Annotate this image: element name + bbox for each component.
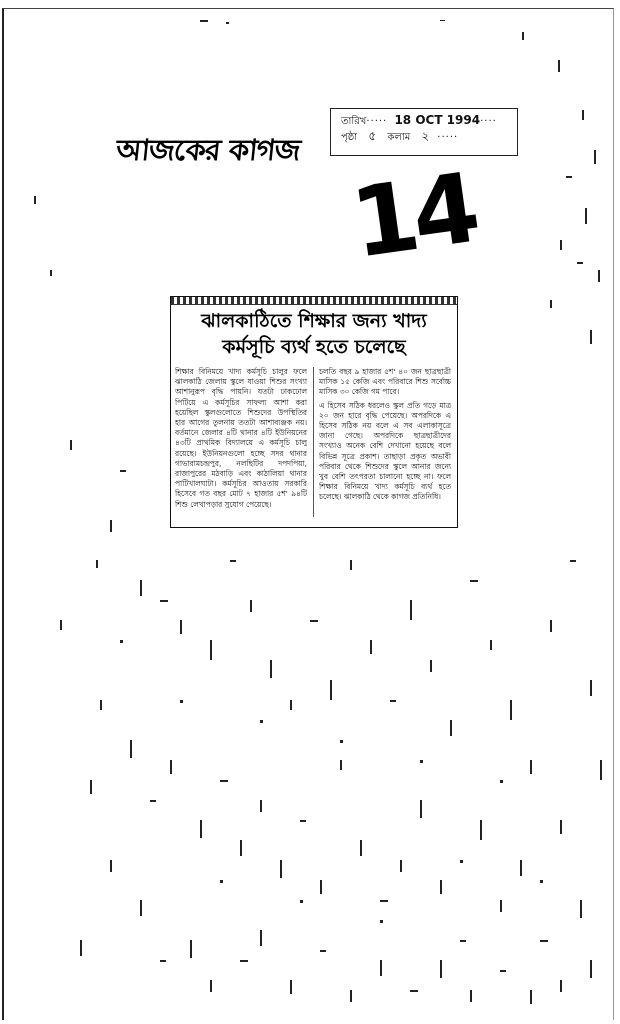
article-column-right [319, 367, 451, 523]
article-paragraph: এ হিসেব সঠিক ধরলেও স্কুল প্রতি গড়ে মাত্র ২০ জন হারে বৃদ্ধি পেয়েছে। অপরদিকে এ হিসেব সঠিক নয় বলে এ সব এলাকাসূত্রে জানা গেছে। অপরদিকে ছাত্রছাত্রীদের সংখ্যাও অনেক বেশি দেখানো হয়েছে বলে বিভিন্ন সূত্রে প্রকাশ। তাছাড়া প্রকৃত অভাবী পরিবার থেকে শিশুদের স্কুলে আনার জন্যে খুব বেশি তৎপরতা চালানো হচ্ছে না। ফলে শিক্ষার বিনিময়ে খাদ্য কর্মসূচি ব্যর্থ হতে চলেছে। ঝালকাঠি থেকে কাগজ প্রতিনিধি। [319, 400, 451, 502]
stamp-column-label: কলাম [387, 132, 411, 143]
stamp-date-value: 18 OCT 1994 [394, 113, 481, 127]
column-divider [313, 367, 314, 517]
stamp-page-row: পৃষ্ঠা ৫ কলাম ২ ····· [341, 129, 459, 143]
newspaper-clipping [170, 296, 458, 528]
clipping-torn-edge [171, 297, 457, 305]
stamp-date-row: তারিখ····· 18 OCT 1994···· [341, 113, 497, 127]
newspaper-masthead: আজকের কাগজ [114, 133, 302, 167]
stamp-page-value: ৫ [368, 129, 377, 143]
archive-stamp [330, 108, 518, 156]
headline-line-1: ঝালকাঠিতে শিক্ষার জন্য খাদ্য [201, 310, 427, 332]
stamp-date-label: তারিখ [341, 116, 367, 127]
article-paragraph: চলতি বছর ৯ হাজার ৫শ' ৪০ জন ছাত্রছাত্রী মাসিক ১৫ কেজি এবং পরিবারে শিশু সর্বোচ্চ মাসিক ৩০ কেজি গম পাবে। [319, 367, 451, 397]
article-column-left [175, 367, 307, 523]
handwritten-index-number: 14 [344, 152, 481, 280]
headline-line-2: কর্মসূচি ব্যর্থ হতে চলেছে [222, 336, 406, 358]
stamp-page-label: পৃষ্ঠা [341, 132, 358, 143]
article-paragraph: শিক্ষার বিনিময়ে খাদ্য কর্মসূচি চালুর ফলে ঝালকাঠি জেলায় স্কুলে যাওয়া শিশুর সংখ্যা আশানুরূপ বৃদ্ধি পায়নি। যতটা ঢাকঢোল পিটিয়ে এ কর্মসূচির সাফল্য আশা করা হয়েছিল স্কুলগুলোতে শিশুদের উপস্থিতির হার আগের তুলনায় ততটা আশাব্যঞ্জক নয়। বর্তমানে জেলার ৪টি থানার ৪টি ইউনিয়নের ৪৩টি প্রাথমিক বিদ্যালয়ে এ কর্মসূচি চালু রয়েছে। ইউনিয়নগুলো হচ্ছে সদর থানার গাভারামচন্দ্রপুর, নলছিটির দপদপিয়া, রাজাপুরের মঠবাড়ি এবং কাঠালিয়া থানার পাটিখালঘাটা। কর্মসূচির আওতায় সরকারি হিসেবে গত বছর মোট ৭ হাজার ৫শ' ৯৪টি শিশু লেখাপড়ার সুযোগ পেয়েছে। [175, 367, 307, 509]
stamp-column-value: ২ [421, 129, 430, 143]
